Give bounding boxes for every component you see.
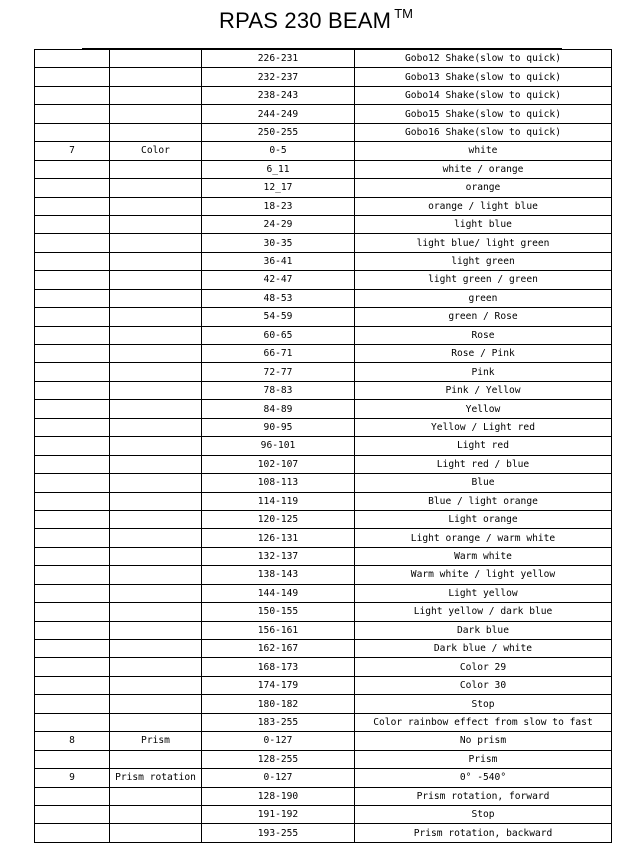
table-row (35, 732, 612, 750)
table-row (35, 787, 612, 805)
channel-number-cell (35, 658, 110, 676)
table-row (35, 179, 612, 197)
dmx-value-cell: 120-125 (202, 510, 355, 528)
channel-number-cell (35, 308, 110, 326)
dmx-value-cell: 96-101 (202, 437, 355, 455)
channel-number-cell (35, 474, 110, 492)
channel-number-cell (35, 123, 110, 141)
dmx-value-cell: 183-255 (202, 713, 355, 731)
effect-cell: orange / light blue (355, 197, 612, 215)
channel-number-cell (35, 695, 110, 713)
channel-number-cell (35, 676, 110, 694)
table-row (35, 805, 612, 823)
channel-number-cell (35, 86, 110, 104)
effect-cell: light green (355, 252, 612, 270)
function-cell (110, 289, 202, 307)
dmx-value-cell: 36-41 (202, 252, 355, 270)
channel-number-cell: 8 (35, 732, 110, 750)
effect-cell: Light orange (355, 510, 612, 528)
function-cell (110, 363, 202, 381)
dmx-value-cell: 0-5 (202, 142, 355, 160)
channel-number-cell (35, 345, 110, 363)
effect-cell: Stop (355, 695, 612, 713)
dmx-value-cell: 90-95 (202, 418, 355, 436)
function-cell (110, 400, 202, 418)
channel-number-cell (35, 271, 110, 289)
effect-cell: Prism rotation, backward (355, 824, 612, 842)
dmx-value-cell: 72-77 (202, 363, 355, 381)
dmx-value-cell: 54-59 (202, 308, 355, 326)
function-cell (110, 179, 202, 197)
dmx-value-cell: 48-53 (202, 289, 355, 307)
effect-cell: Dark blue / white (355, 640, 612, 658)
channel-number-cell (35, 510, 110, 528)
effect-cell: white / orange (355, 160, 612, 178)
channel-number-cell (35, 547, 110, 565)
effect-cell: Gobo12 Shake(slow to quick) (355, 50, 612, 68)
function-cell (110, 68, 202, 86)
function-cell (110, 695, 202, 713)
table-row (35, 676, 612, 694)
table-row (35, 105, 612, 123)
table-row (35, 271, 612, 289)
function-cell (110, 326, 202, 344)
dmx-value-cell: 114-119 (202, 492, 355, 510)
function-cell: Prism rotation (110, 769, 202, 787)
channel-number-cell (35, 179, 110, 197)
channel-number-cell: 9 (35, 769, 110, 787)
function-cell (110, 547, 202, 565)
function-cell (110, 713, 202, 731)
table-row (35, 86, 612, 104)
dmx-value-cell: 12_17 (202, 179, 355, 197)
dmx-value-cell: 102-107 (202, 455, 355, 473)
dmx-channel-table (34, 49, 612, 843)
table-body (35, 50, 612, 843)
function-cell (110, 160, 202, 178)
effect-cell: Blue / light orange (355, 492, 612, 510)
effect-cell: Light yellow / dark blue (355, 603, 612, 621)
channel-number-cell (35, 105, 110, 123)
table-row (35, 529, 612, 547)
effect-cell: Rose (355, 326, 612, 344)
function-cell (110, 215, 202, 233)
effect-cell: white (355, 142, 612, 160)
table-row (35, 566, 612, 584)
effect-cell: Color 30 (355, 676, 612, 694)
channel-number-cell (35, 197, 110, 215)
table-row (35, 584, 612, 602)
dmx-value-cell: 132-137 (202, 547, 355, 565)
channel-number-cell (35, 603, 110, 621)
dmx-value-cell: 226-231 (202, 50, 355, 68)
dmx-value-cell: 78-83 (202, 381, 355, 399)
channel-number-cell: 7 (35, 142, 110, 160)
table-row (35, 345, 612, 363)
channel-number-cell (35, 492, 110, 510)
table-row (35, 123, 612, 141)
effect-cell: Stop (355, 805, 612, 823)
function-cell (110, 271, 202, 289)
effect-cell: Yellow / Light red (355, 418, 612, 436)
dmx-value-cell: 138-143 (202, 566, 355, 584)
channel-number-cell (35, 234, 110, 252)
channel-number-cell (35, 750, 110, 768)
dmx-value-cell: 150-155 (202, 603, 355, 621)
dmx-value-cell: 193-255 (202, 824, 355, 842)
function-cell (110, 492, 202, 510)
table-row (35, 492, 612, 510)
channel-number-cell (35, 400, 110, 418)
channel-number-cell (35, 787, 110, 805)
document-title: RPAS 230 BEAM (219, 8, 392, 33)
effect-cell: Gobo15 Shake(slow to quick) (355, 105, 612, 123)
table-row (35, 510, 612, 528)
table-row (35, 289, 612, 307)
effect-cell: Light red (355, 437, 612, 455)
table-row (35, 603, 612, 621)
function-cell (110, 805, 202, 823)
function-cell (110, 252, 202, 270)
effect-cell: Warm white / light yellow (355, 566, 612, 584)
table-row (35, 418, 612, 436)
dmx-value-cell: 24-29 (202, 215, 355, 233)
effect-cell: light blue (355, 215, 612, 233)
function-cell (110, 381, 202, 399)
channel-number-cell (35, 713, 110, 731)
effect-cell: Light yellow (355, 584, 612, 602)
channel-number-cell (35, 640, 110, 658)
dmx-value-cell: 174-179 (202, 676, 355, 694)
function-cell (110, 418, 202, 436)
effect-cell: Color 29 (355, 658, 612, 676)
function-cell (110, 750, 202, 768)
function-cell (110, 676, 202, 694)
channel-number-cell (35, 584, 110, 602)
channel-number-cell (35, 805, 110, 823)
function-cell (110, 123, 202, 141)
table-row (35, 50, 612, 68)
function-cell (110, 510, 202, 528)
channel-number-cell (35, 160, 110, 178)
function-cell (110, 658, 202, 676)
function-cell (110, 197, 202, 215)
function-cell (110, 50, 202, 68)
dmx-value-cell: 232-237 (202, 68, 355, 86)
table-row (35, 68, 612, 86)
effect-cell: Pink (355, 363, 612, 381)
effect-cell: Prism rotation, forward (355, 787, 612, 805)
function-cell (110, 105, 202, 123)
dmx-value-cell: 0-127 (202, 769, 355, 787)
table-row (35, 326, 612, 344)
table-row (35, 713, 612, 731)
dmx-value-cell: 128-190 (202, 787, 355, 805)
effect-cell: light green / green (355, 271, 612, 289)
table-row (35, 640, 612, 658)
channel-number-cell (35, 381, 110, 399)
table-row (35, 621, 612, 639)
effect-cell: Gobo16 Shake(slow to quick) (355, 123, 612, 141)
function-cell (110, 345, 202, 363)
channel-number-cell (35, 289, 110, 307)
function-cell (110, 584, 202, 602)
channel-number-cell (35, 824, 110, 842)
effect-cell: Yellow (355, 400, 612, 418)
table-row (35, 474, 612, 492)
channel-number-cell (35, 437, 110, 455)
dmx-value-cell: 6_11 (202, 160, 355, 178)
effect-cell: green / Rose (355, 308, 612, 326)
dmx-value-cell: 30-35 (202, 234, 355, 252)
dmx-value-cell: 168-173 (202, 658, 355, 676)
effect-cell: Dark blue (355, 621, 612, 639)
trademark-mark: TM (394, 6, 413, 21)
dmx-value-cell: 156-161 (202, 621, 355, 639)
dmx-value-cell: 66-71 (202, 345, 355, 363)
function-cell: Prism (110, 732, 202, 750)
channel-number-cell (35, 418, 110, 436)
dmx-value-cell: 60-65 (202, 326, 355, 344)
effect-cell: No prism (355, 732, 612, 750)
channel-number-cell (35, 50, 110, 68)
channel-number-cell (35, 68, 110, 86)
dmx-value-cell: 84-89 (202, 400, 355, 418)
channel-number-cell (35, 621, 110, 639)
effect-cell: 0° -540° (355, 769, 612, 787)
effect-cell: Light red / blue (355, 455, 612, 473)
table-row (35, 160, 612, 178)
table-row (35, 750, 612, 768)
channel-number-cell (35, 363, 110, 381)
effect-cell: Blue (355, 474, 612, 492)
dmx-value-cell: 126-131 (202, 529, 355, 547)
table-row (35, 769, 612, 787)
dmx-value-cell: 144-149 (202, 584, 355, 602)
function-cell: Color (110, 142, 202, 160)
channel-number-cell (35, 566, 110, 584)
table-row (35, 400, 612, 418)
table-row (35, 215, 612, 233)
effect-cell: orange (355, 179, 612, 197)
effect-cell: green (355, 289, 612, 307)
dmx-value-cell: 238-243 (202, 86, 355, 104)
table-row (35, 142, 612, 160)
effect-cell: Rose / Pink (355, 345, 612, 363)
table-row (35, 695, 612, 713)
function-cell (110, 529, 202, 547)
effect-cell: light blue/ light green (355, 234, 612, 252)
channel-number-cell (35, 455, 110, 473)
table-row (35, 363, 612, 381)
function-cell (110, 474, 202, 492)
dmx-value-cell: 128-255 (202, 750, 355, 768)
table-row (35, 455, 612, 473)
document-header (0, 6, 632, 34)
dmx-value-cell: 191-192 (202, 805, 355, 823)
channel-number-cell (35, 326, 110, 344)
effect-cell: Light orange / warm white (355, 529, 612, 547)
channel-number-cell (35, 215, 110, 233)
function-cell (110, 234, 202, 252)
effect-cell: Pink / Yellow (355, 381, 612, 399)
table-row (35, 658, 612, 676)
function-cell (110, 455, 202, 473)
dmx-value-cell: 18-23 (202, 197, 355, 215)
function-cell (110, 603, 202, 621)
table-row (35, 308, 612, 326)
dmx-value-cell: 108-113 (202, 474, 355, 492)
dmx-value-cell: 162-167 (202, 640, 355, 658)
effect-cell: Gobo13 Shake(slow to quick) (355, 68, 612, 86)
table-row (35, 197, 612, 215)
dmx-value-cell: 42-47 (202, 271, 355, 289)
dmx-value-cell: 0-127 (202, 732, 355, 750)
table-row (35, 437, 612, 455)
table-row (35, 547, 612, 565)
function-cell (110, 621, 202, 639)
function-cell (110, 640, 202, 658)
effect-cell: Prism (355, 750, 612, 768)
dmx-value-cell: 250-255 (202, 123, 355, 141)
dmx-value-cell: 244-249 (202, 105, 355, 123)
effect-cell: Color rainbow effect from slow to fast (355, 713, 612, 731)
table-row (35, 252, 612, 270)
table-row (35, 234, 612, 252)
table-row (35, 381, 612, 399)
dmx-value-cell: 180-182 (202, 695, 355, 713)
function-cell (110, 437, 202, 455)
effect-cell: Gobo14 Shake(slow to quick) (355, 86, 612, 104)
effect-cell: Warm white (355, 547, 612, 565)
channel-number-cell (35, 529, 110, 547)
function-cell (110, 86, 202, 104)
function-cell (110, 787, 202, 805)
function-cell (110, 308, 202, 326)
function-cell (110, 566, 202, 584)
function-cell (110, 824, 202, 842)
table-row (35, 824, 612, 842)
channel-number-cell (35, 252, 110, 270)
